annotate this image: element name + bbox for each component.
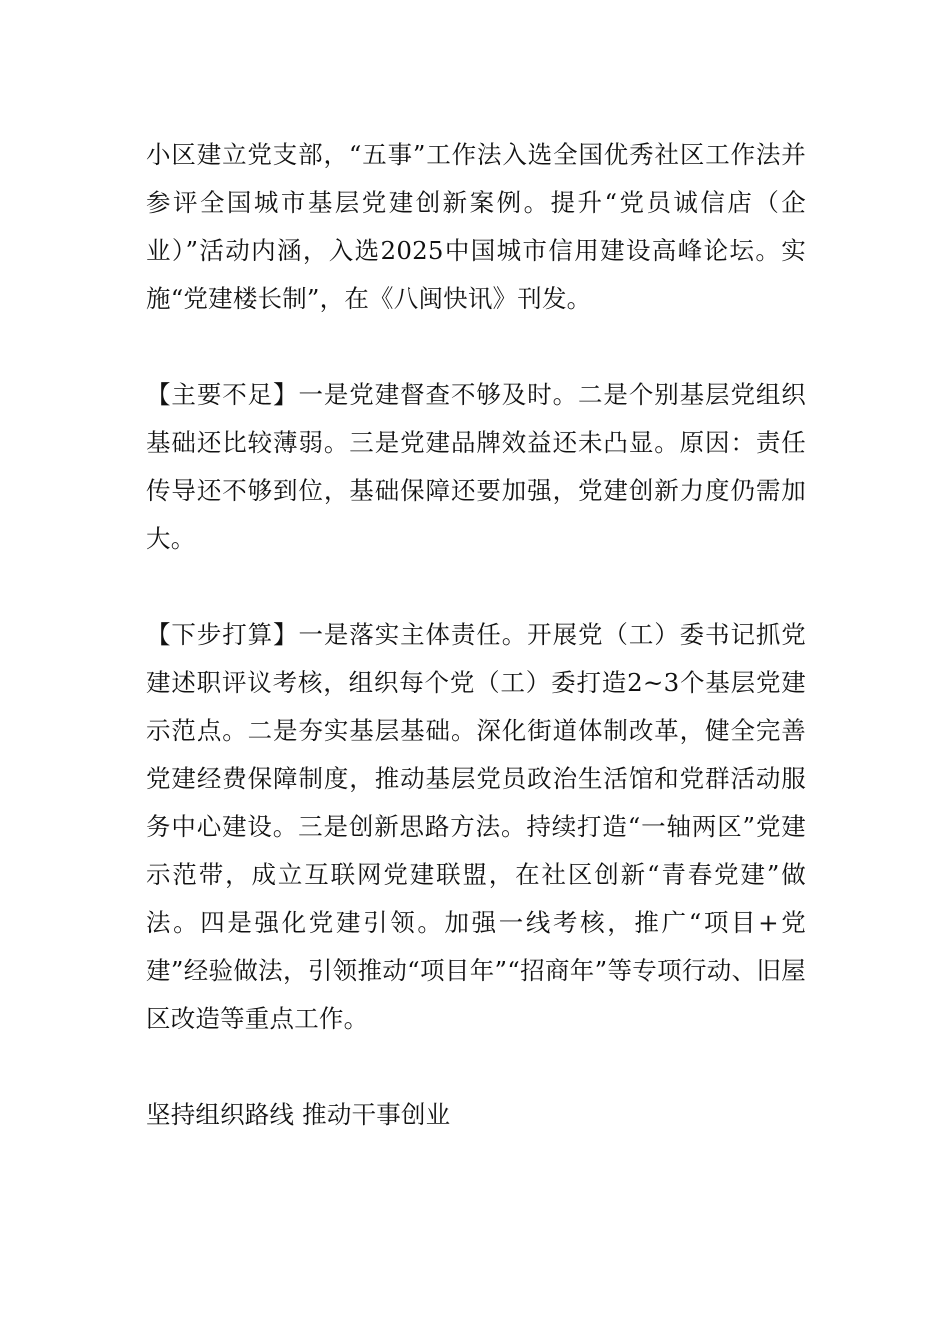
paragraph-community-party-building: 小区建立党支部，“五事”工作法入选全国优秀社区工作法并参评全国城市基层党建创新案例。提升“党员诚信店（企业）”活动内涵，入选2025中国城市信用建设高峰论坛。实施“党建楼长制”，在《八闽快讯》刊发。 [146,140,806,313]
document-page [146,131,806,1139]
paragraph-next-steps: 【下步打算】一是落实主体责任。开展党（工）委书记抓党建述职评议考核，组织每个党（工）委打造2~3个基层党建示范点。二是夯实基层基础。深化街道体制改革，健全完善党建经费保障制度，推动基层党员政治生活馆和党群活动服务中心建设。三是创新思路方法。持续打造“一轴两区”党建示范带，成立互联网党建联盟，在社区创新“青春党建”做法。四是强化党建引领。加强一线考核，推广“项目+党建”经验做法，引领推动“项目年”“招商年”等专项行动、旧屋区改造等重点工作。 [146,620,806,1033]
paragraph-main-shortcomings: 【主要不足】一是党建督查不够及时。二是个别基层党组织基础还比较薄弱。三是党建品牌效益还未凸显。原因：责任传导还不够到位，基础保障还要加强，党建创新力度仍需加大。 [146,380,806,553]
section-heading: 坚持组织路线 推动干事创业 [146,1100,451,1129]
paragraph-spacer [146,1043,806,1091]
